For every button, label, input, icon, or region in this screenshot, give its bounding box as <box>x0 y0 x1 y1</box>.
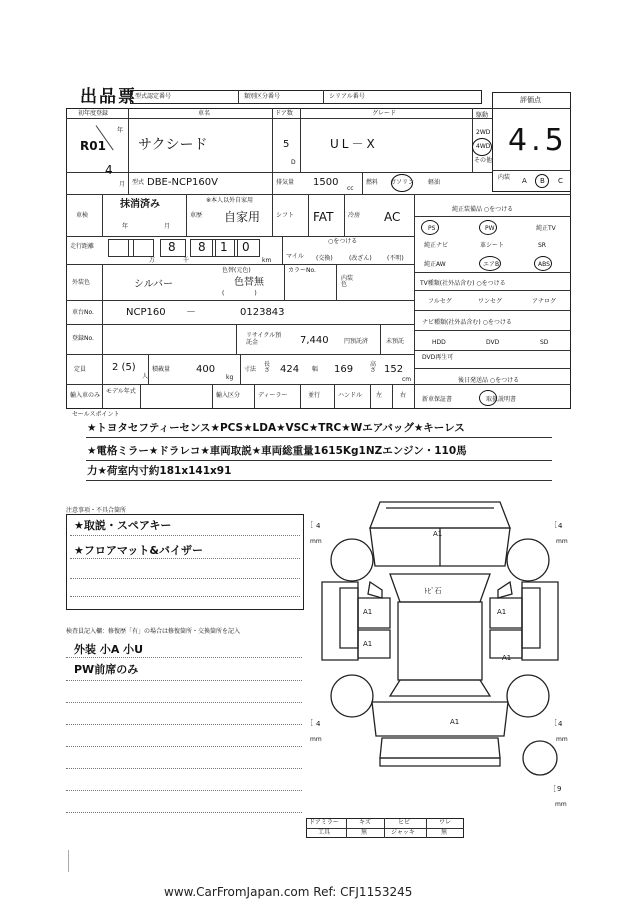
damage-left-front-label: A1 <box>363 608 373 616</box>
mileage-rewind: (改ざん) <box>349 255 372 262</box>
interior-grade-a: A <box>522 177 527 185</box>
tire-rr-unit: mm <box>556 736 568 743</box>
option-abs: ABS <box>538 261 550 268</box>
fuel-gasoline-circle <box>391 174 413 192</box>
legend-value-none-2: 無 <box>441 829 448 836</box>
damage-left-rear-label: A1 <box>363 640 373 648</box>
drive-4wd-circle <box>472 138 492 156</box>
color-number-label: カラーNo. <box>288 267 316 274</box>
load-unit: kg <box>226 374 234 381</box>
mileage-digit-5: 1 <box>220 240 228 254</box>
recycle-value: 7,440 <box>300 335 329 346</box>
tire-spare-depth: 9 <box>557 785 562 793</box>
warranty-label: 新車保証書 <box>422 396 453 403</box>
tv-fullseg: フルセグ <box>428 298 452 305</box>
model-prefix-label: 型式 <box>132 179 145 186</box>
handle-label: ハンドル <box>338 392 363 399</box>
handle-right: 右 <box>400 392 407 399</box>
option-pw: PW <box>485 225 495 232</box>
damage-right-front-label: A1 <box>497 608 507 616</box>
manual-label: 取扱説明書 <box>486 396 517 403</box>
tire-fl-depth: 4 <box>316 522 321 530</box>
tire-rl-bracket: ［ <box>306 719 313 727</box>
ac-label: 冷房 <box>348 212 361 219</box>
front-right-tire <box>507 539 549 581</box>
mileage-swap: (交換) <box>316 255 333 262</box>
car-name-value: サクシード <box>138 137 208 153</box>
header-id-fields <box>130 90 482 104</box>
recycle-unit: 円預託済 <box>344 338 369 345</box>
navi-type-label: ナビ種類(社外品含む) ○をつける <box>422 319 512 326</box>
interior-color-label: 内装色 <box>341 275 354 288</box>
cc-unit: cc <box>347 185 354 192</box>
navi-sd: SD <box>540 339 549 346</box>
width-value: 169 <box>334 364 354 375</box>
width-label: 幅 <box>312 366 319 373</box>
interior-grade-b: B <box>540 177 545 185</box>
tire-fr-unit: mm <box>556 538 568 545</box>
repaint-value: 色替無 <box>234 277 264 288</box>
rear-left-tire <box>331 675 373 717</box>
legend-header-scratch: キズ <box>359 819 371 826</box>
inspector-line-2: PW前席のみ <box>74 663 139 676</box>
notes-label: 注意事項・不具合箇所 <box>66 507 127 514</box>
damage-hood-label: A1 <box>433 530 443 538</box>
unit-sen: 千 <box>183 257 190 264</box>
inspection-label: 車検 <box>76 212 89 219</box>
dvd-playback: DVD再生可 <box>422 354 454 361</box>
mileage-digit-4: 8 <box>198 240 206 254</box>
door-unit: D <box>291 159 296 166</box>
unit-km: km <box>262 257 272 264</box>
fuel-value: ガソリン <box>390 179 415 186</box>
legend-header-break: ワレ <box>439 819 452 826</box>
capacity-value: 2 (5) <box>112 362 136 373</box>
tire-fr-depth: 4 <box>558 522 563 530</box>
option-tv: 純正TV <box>536 225 556 232</box>
private-note: ※本人以外自家用 <box>206 197 254 204</box>
first-reg-label: 初年度登録 <box>78 110 109 117</box>
inspector-line-1: 外装 小A 小U <box>74 643 144 656</box>
tire-fl-unit: mm <box>310 538 322 545</box>
front-left-tire <box>331 539 373 581</box>
tire-spare-bracket: ［ <box>549 785 556 793</box>
interior-b-circle <box>535 174 549 188</box>
mile-label: マイル <box>286 253 304 260</box>
mileage-unknown: (不明) <box>387 255 404 262</box>
chassis-label: 車台No. <box>72 309 94 316</box>
navi-dvd: DVD <box>486 339 500 346</box>
history-label: 車歴 <box>190 212 203 219</box>
import-class-label: 輸入区分 <box>216 392 241 399</box>
import-dealer: ディーラー <box>258 392 288 399</box>
tire-fl-bracket: ［ <box>306 521 313 529</box>
car-damage-diagram <box>300 490 580 820</box>
year-unit: 年 <box>117 127 124 134</box>
load-label: 積載量 <box>152 366 171 373</box>
inspection-month: 月 <box>164 223 171 230</box>
tv-analog: アナログ <box>532 298 557 305</box>
fuel-label: 燃料 <box>366 179 379 186</box>
rear-right-tire <box>507 675 549 717</box>
recycle-label: リサイクル預託金 <box>246 332 282 347</box>
legend-header-crack: ヒビ <box>398 819 411 826</box>
model-value: DBE-NCP160V <box>147 177 218 188</box>
displacement-label: 排気量 <box>276 179 295 186</box>
displacement-value: 1500 <box>313 177 339 188</box>
inspector-label: 検査員記入欄：修復歴「有」の場合は修復箇所・交換箇所を記入 <box>66 628 241 635</box>
note-line-2: ★フロアマット&バイザー <box>74 544 204 557</box>
fuel-light-oil: 軽油 <box>428 179 441 186</box>
exterior-color-label: 外装色 <box>72 279 91 286</box>
doors-label: ドア数 <box>275 110 293 117</box>
import-parallel: 並行 <box>308 392 321 399</box>
drive-label: 駆動 <box>476 112 489 119</box>
option-aw: 純正AW <box>424 261 446 268</box>
tire-fr-bracket: ［ <box>550 521 557 529</box>
recycle-not: 未預託 <box>386 338 405 345</box>
model-year-label: モデル年式 <box>106 388 136 395</box>
grade-label: グレード <box>372 110 397 117</box>
exterior-color-value: シルバー <box>134 279 174 290</box>
inspection-value: 抹消済み <box>120 199 160 210</box>
navi-hdd: HDD <box>432 339 446 346</box>
option-sr: SR <box>538 242 546 249</box>
load-value: 400 <box>196 364 216 375</box>
option-navi: 純正ナビ <box>424 242 449 249</box>
month-unit: 月 <box>119 181 126 188</box>
shift-label: シフト <box>276 212 295 219</box>
legend-value-tools: 工具 <box>318 829 331 836</box>
footer-reference: www.CarFromJapan.com Ref: CFJ1153245 <box>164 885 413 899</box>
length-label: 長さ <box>264 361 271 374</box>
chassis-dash: － <box>186 307 196 318</box>
form-title: 出品票 <box>80 87 137 107</box>
sales-point-line-1: ★トヨタセフティーセンス★PCS★LDA★VSC★TRC★Wエアバッグ★キーレス <box>87 422 465 434</box>
drive-4wd: 4WD <box>476 143 491 150</box>
unit-man: 万 <box>149 257 156 264</box>
handle-left: 左 <box>376 392 383 399</box>
score-label: 評価点 <box>520 96 541 104</box>
tire-rr-bracket: ［ <box>550 719 557 727</box>
sales-points-label: セールスポイント <box>72 411 120 418</box>
inspection-year: 年 <box>122 223 129 230</box>
class-number-label: 類別区分番号 <box>244 93 281 100</box>
repaint-paren: ( ) <box>222 290 257 297</box>
interior-grade-label: 内装 <box>498 174 511 181</box>
tv-oneseg: ワンセグ <box>478 298 503 305</box>
height-value: 152 <box>384 364 404 375</box>
options-label: 純正装備品 ○をつける <box>452 206 514 213</box>
repaint-label: 色替(元色) <box>222 267 251 274</box>
drive-other: その他 <box>474 157 493 164</box>
tv-type-label: TV種類(社外品含む) ○をつける <box>420 280 506 287</box>
sales-point-line-2: ★電格ミラー★ドラレコ★車両取説★車両総重量1615Kg1NZエンジン・110馬 <box>87 445 467 457</box>
spare-tire <box>523 741 557 775</box>
option-airbag: エアB <box>483 261 500 268</box>
mark-circle-note: ○をつける <box>328 238 358 245</box>
grade-value: UL－X <box>330 137 378 151</box>
capacity-unit: 人 <box>142 373 149 380</box>
model-cert-label: 型式認定番号 <box>135 93 172 100</box>
later-shipping-label: 後日発送品 ○をつける <box>458 377 520 384</box>
capacity-label: 定員 <box>74 366 87 373</box>
height-unit: cm <box>402 376 412 383</box>
legend-value-none-1: 無 <box>361 829 368 836</box>
tire-rr-depth: 4 <box>558 720 563 728</box>
height-label: 高さ <box>370 361 377 374</box>
tire-rl-unit: mm <box>310 736 322 743</box>
chassis-model: NCP160 <box>126 307 166 318</box>
drive-2wd: 2WD <box>476 129 491 136</box>
option-pw-circle <box>479 220 497 235</box>
mileage-digit-3: 8 <box>168 240 176 254</box>
first-reg-month: 4 <box>105 163 113 177</box>
option-airbag-circle <box>479 256 501 271</box>
ac-value: AC <box>384 210 401 224</box>
import-label: 輸入車のみ <box>70 392 101 399</box>
legend-header-mirror: ドアミラー <box>309 819 339 826</box>
option-ps: PS <box>428 225 436 232</box>
chassis-number: 0123843 <box>240 307 285 318</box>
registration-label: 登録No. <box>72 335 94 342</box>
length-value: 424 <box>280 364 300 375</box>
serial-label: シリアル番号 <box>329 93 365 100</box>
note-line-1: ★取説・スペアキー <box>74 519 172 532</box>
tire-rl-depth: 4 <box>316 720 321 728</box>
damage-windshield-label: ﾄﾋﾞ石 <box>424 587 442 595</box>
shift-value: FAT <box>313 210 334 224</box>
interior-grade-c: C <box>558 177 563 185</box>
option-abs-circle <box>534 256 552 271</box>
first-reg-era: R01 <box>80 139 106 153</box>
legend-value-jack: ジャッキ <box>391 829 415 836</box>
option-leather: 革シート <box>480 242 505 249</box>
size-label: 寸法 <box>244 366 257 373</box>
mileage-digit-6: 0 <box>242 240 250 254</box>
doors-value: 5 <box>283 139 290 150</box>
history-value: 自家用 <box>224 210 261 224</box>
damage-rear-label: A1 <box>450 718 460 726</box>
car-name-label: 車名 <box>198 110 211 117</box>
manual-circle <box>479 390 497 406</box>
tire-spare-unit: mm <box>555 801 567 808</box>
damage-right-rear-label: A1 <box>502 654 512 662</box>
score-value: 4.5 <box>508 123 568 158</box>
mileage-label: 走行距離 <box>70 243 95 250</box>
sales-point-line-3: 力★荷室内寸約181x141x91 <box>87 465 232 477</box>
option-ps-circle <box>421 220 439 235</box>
